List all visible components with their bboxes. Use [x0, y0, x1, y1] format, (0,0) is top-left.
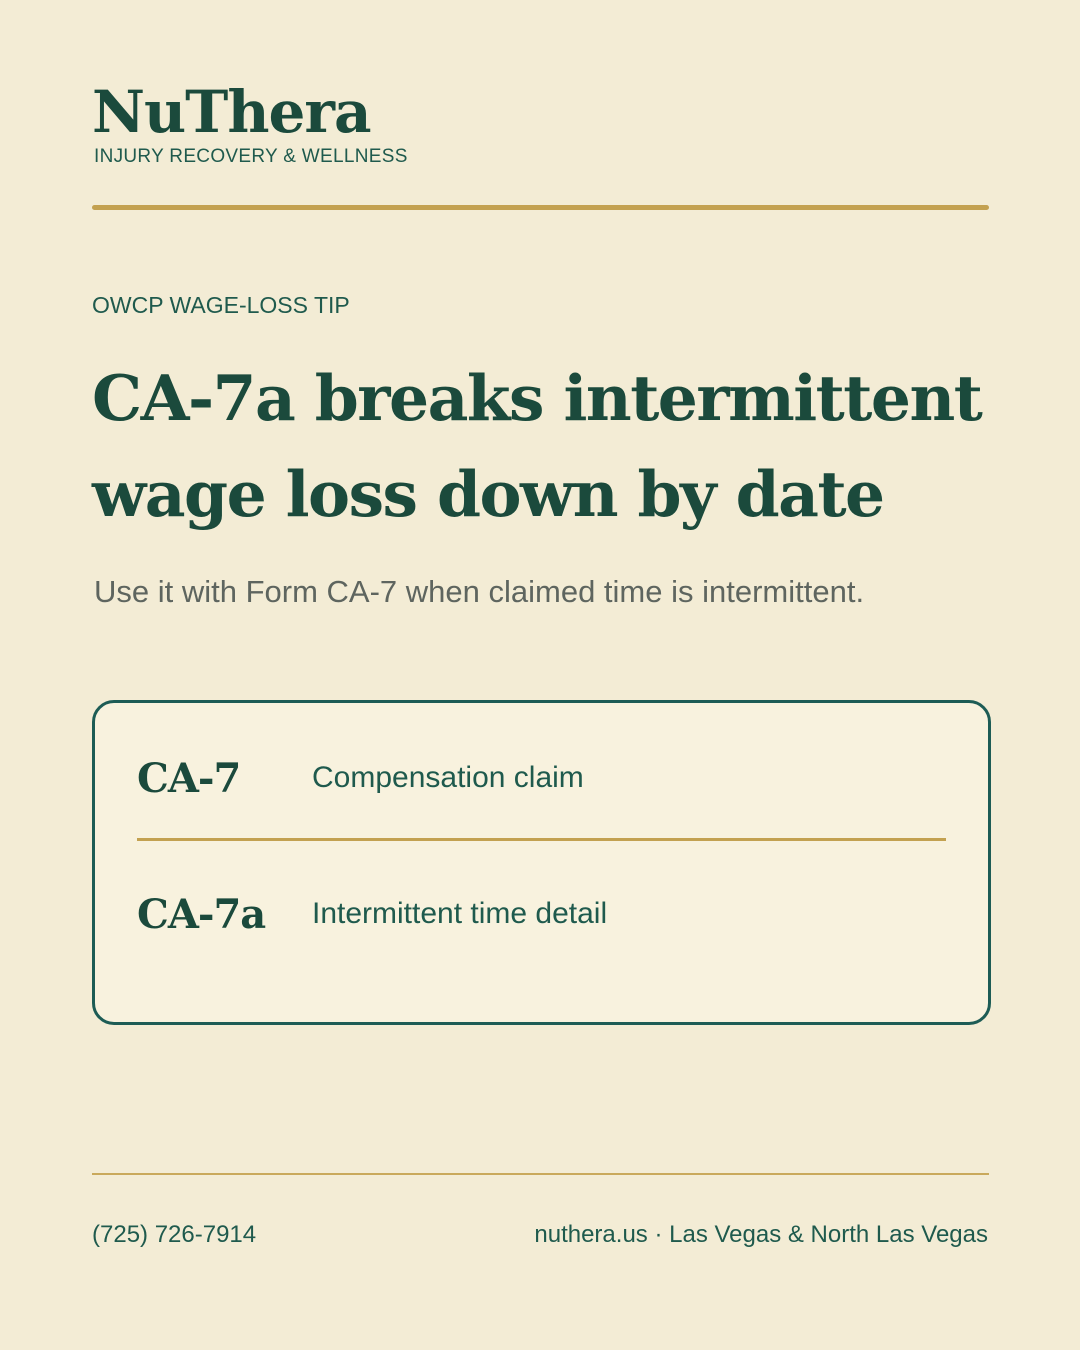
headline-line-1: CA-7a breaks intermittent [92, 361, 982, 435]
form-description: Intermittent time detail [312, 897, 608, 930]
brand-tagline: INJURY RECOVERY & WELLNESS [94, 146, 408, 167]
header-divider [92, 205, 989, 210]
brand-logo: NuThera [92, 78, 371, 146]
headline [92, 350, 1052, 542]
footer-phone: (725) 726-7914 [92, 1221, 257, 1248]
form-row-ca7 [137, 748, 584, 808]
forms-card [92, 700, 991, 1025]
card-divider [137, 838, 946, 841]
footer-site: nuthera.us · Las Vegas & North Las Vegas [534, 1221, 988, 1248]
form-row-ca7a [137, 884, 607, 944]
form-description: Compensation claim [312, 761, 584, 794]
subheadline: Use it with Form CA-7 when claimed time is intermittent. [94, 574, 865, 609]
form-code: CA-7a [137, 890, 266, 938]
eyebrow-label: OWCP WAGE-LOSS TIP [92, 292, 350, 318]
footer-divider [92, 1173, 989, 1175]
headline-line-2: wage loss down by date [92, 457, 884, 531]
form-code: CA-7 [137, 754, 241, 802]
